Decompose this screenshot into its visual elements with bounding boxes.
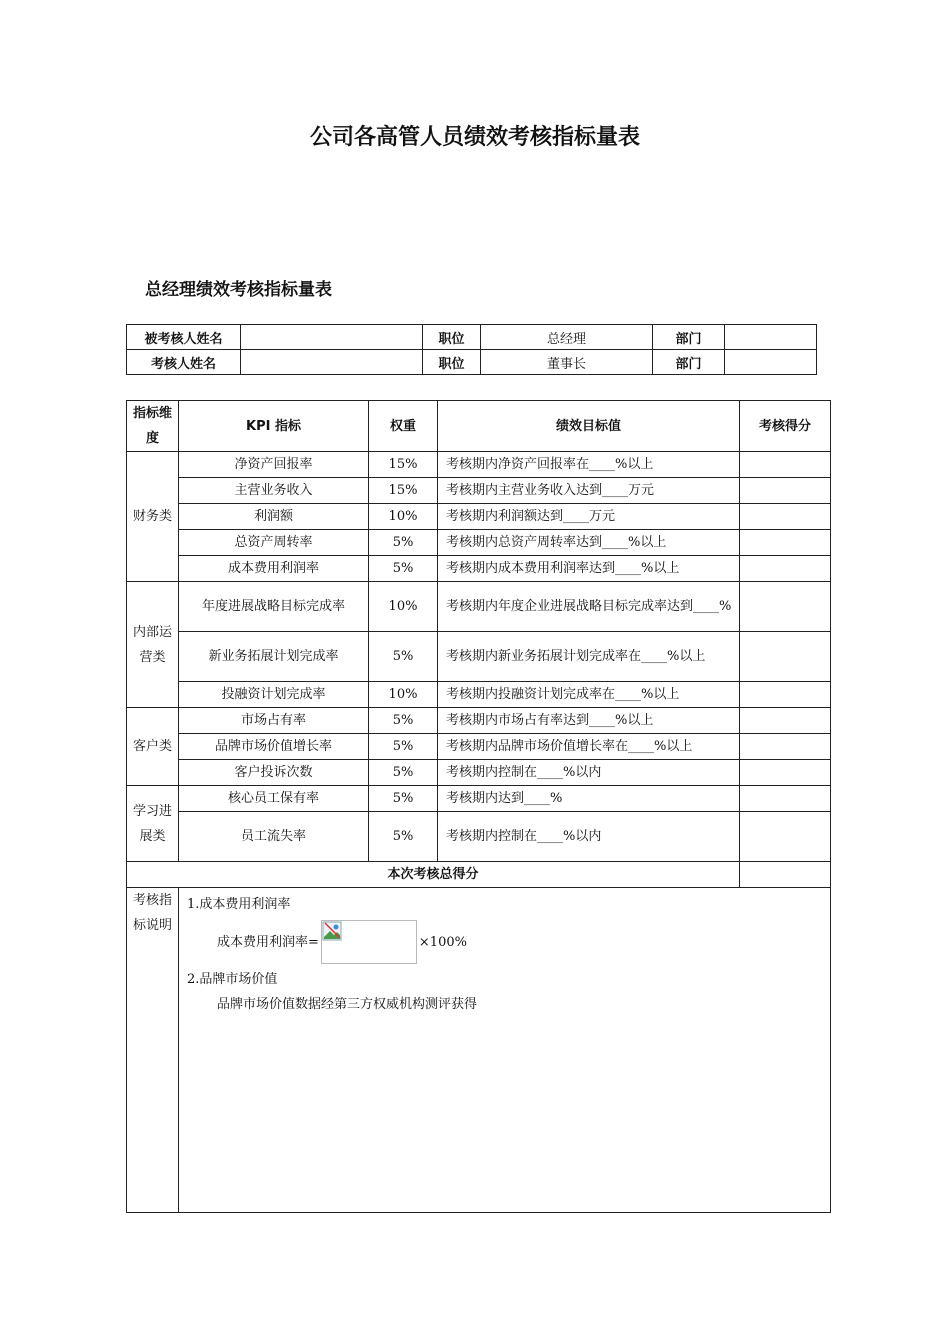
note-item-2-title: 2.品牌市场价值 — [187, 972, 278, 987]
kpi-weight: 15% — [369, 478, 438, 504]
kpi-name: 核心员工保有率 — [179, 786, 369, 812]
kpi-target: 考核期内控制在____%以内 — [438, 760, 740, 786]
kpi-table — [126, 400, 831, 1213]
kpi-name: 利润额 — [179, 504, 369, 530]
evaluator-name-field[interactable] — [241, 350, 423, 375]
position-label: 职位 — [423, 325, 481, 350]
notes-row — [127, 888, 831, 1213]
kpi-name: 投融资计划完成率 — [179, 682, 369, 708]
kpi-target: 考核期内年度企业进展战略目标完成率达到____% — [438, 582, 740, 632]
header-score: 考核得分 — [740, 401, 831, 452]
score-field[interactable] — [740, 734, 831, 760]
score-field[interactable] — [740, 812, 831, 862]
table-row — [127, 786, 831, 812]
header-target: 绩效目标值 — [438, 401, 740, 452]
kpi-target: 考核期内总资产周转率达到____%以上 — [438, 530, 740, 556]
table-row — [127, 556, 831, 582]
kpi-name: 市场占有率 — [179, 708, 369, 734]
kpi-target: 考核期内投融资计划完成率在____%以上 — [438, 682, 740, 708]
broken-image-icon — [322, 921, 342, 941]
score-field[interactable] — [740, 632, 831, 682]
dimension-learning-growth: 学习进展类 — [127, 786, 179, 862]
formula-left: 成本费用利润率= — [217, 934, 319, 950]
department-label: 部门 — [653, 325, 725, 350]
kpi-weight: 5% — [369, 760, 438, 786]
notes-content — [179, 888, 831, 1213]
note-item-2-text: 品牌市场价值数据经第三方权威机构测评获得 — [217, 997, 478, 1012]
kpi-header-row — [127, 401, 831, 452]
evaluator-name-label: 考核人姓名 — [127, 350, 241, 375]
score-field[interactable] — [740, 708, 831, 734]
table-row — [127, 582, 831, 632]
dimension-finance: 财务类 — [127, 452, 179, 582]
department-label: 部门 — [653, 350, 725, 375]
table-row — [127, 682, 831, 708]
kpi-name: 主营业务收入 — [179, 478, 369, 504]
department-field[interactable] — [725, 325, 817, 350]
kpi-weight: 10% — [369, 582, 438, 632]
kpi-target: 考核期内控制在____%以内 — [438, 812, 740, 862]
kpi-target: 考核期内品牌市场价值增长率在____%以上 — [438, 734, 740, 760]
evaluator-row — [127, 350, 817, 375]
cost-profit-formula — [217, 917, 822, 967]
kpi-name: 净资产回报率 — [179, 452, 369, 478]
kpi-name: 成本费用利润率 — [179, 556, 369, 582]
score-field[interactable] — [740, 760, 831, 786]
note-item-1-title: 1.成本费用利润率 — [187, 897, 291, 912]
kpi-weight: 5% — [369, 556, 438, 582]
kpi-target: 考核期内净资产回报率在____%以上 — [438, 452, 740, 478]
score-field[interactable] — [740, 530, 831, 556]
kpi-target: 考核期内市场占有率达到____%以上 — [438, 708, 740, 734]
kpi-weight: 5% — [369, 708, 438, 734]
personnel-info-table — [126, 324, 817, 375]
kpi-target: 考核期内利润额达到____万元 — [438, 504, 740, 530]
kpi-name: 总资产周转率 — [179, 530, 369, 556]
kpi-weight: 5% — [369, 812, 438, 862]
kpi-weight: 5% — [369, 734, 438, 760]
kpi-name: 年度进展战略目标完成率 — [179, 582, 369, 632]
kpi-weight: 10% — [369, 504, 438, 530]
table-row — [127, 812, 831, 862]
table-row — [127, 530, 831, 556]
header-weight: 权重 — [369, 401, 438, 452]
total-score-field[interactable] — [740, 862, 831, 888]
table-row — [127, 504, 831, 530]
section-title: 总经理绩效考核指标量表 — [145, 280, 332, 300]
kpi-name: 客户投诉次数 — [179, 760, 369, 786]
table-row — [127, 478, 831, 504]
notes-label: 考核指标说明 — [127, 888, 179, 1213]
total-score-row — [127, 862, 831, 888]
dimension-customer: 客户类 — [127, 708, 179, 786]
formula-right: ×100% — [418, 934, 467, 950]
department-field[interactable] — [725, 350, 817, 375]
kpi-name: 品牌市场价值增长率 — [179, 734, 369, 760]
kpi-target: 考核期内成本费用利润率达到____%以上 — [438, 556, 740, 582]
score-field[interactable] — [740, 682, 831, 708]
position-value: 总经理 — [481, 325, 653, 350]
kpi-target: 考核期内达到____% — [438, 786, 740, 812]
score-field[interactable] — [740, 582, 831, 632]
position-label: 职位 — [423, 350, 481, 375]
dimension-internal-operations: 内部运营类 — [127, 582, 179, 708]
score-field[interactable] — [740, 556, 831, 582]
kpi-name: 新业务拓展计划完成率 — [179, 632, 369, 682]
table-row — [127, 632, 831, 682]
kpi-weight: 5% — [369, 786, 438, 812]
score-field[interactable] — [740, 786, 831, 812]
kpi-weight: 10% — [369, 682, 438, 708]
table-row — [127, 708, 831, 734]
kpi-name: 员工流失率 — [179, 812, 369, 862]
kpi-weight: 5% — [369, 530, 438, 556]
kpi-weight: 15% — [369, 452, 438, 478]
table-row — [127, 734, 831, 760]
evaluatee-name-label: 被考核人姓名 — [127, 325, 241, 350]
table-row — [127, 452, 831, 478]
header-dimension: 指标维度 — [127, 401, 179, 452]
kpi-target: 考核期内新业务拓展计划完成率在____%以上 — [438, 632, 740, 682]
score-field[interactable] — [740, 504, 831, 530]
score-field[interactable] — [740, 478, 831, 504]
header-kpi: KPI 指标 — [179, 401, 369, 452]
position-value: 董事长 — [481, 350, 653, 375]
evaluatee-row — [127, 325, 817, 350]
formula-image-placeholder — [321, 920, 417, 964]
evaluatee-name-field[interactable] — [241, 325, 423, 350]
kpi-weight: 5% — [369, 632, 438, 682]
table-row — [127, 760, 831, 786]
kpi-target: 考核期内主营业务收入达到____万元 — [438, 478, 740, 504]
score-field[interactable] — [740, 452, 831, 478]
total-score-label: 本次考核总得分 — [127, 862, 740, 888]
document-title: 公司各高管人员绩效考核指标量表 — [309, 125, 640, 150]
